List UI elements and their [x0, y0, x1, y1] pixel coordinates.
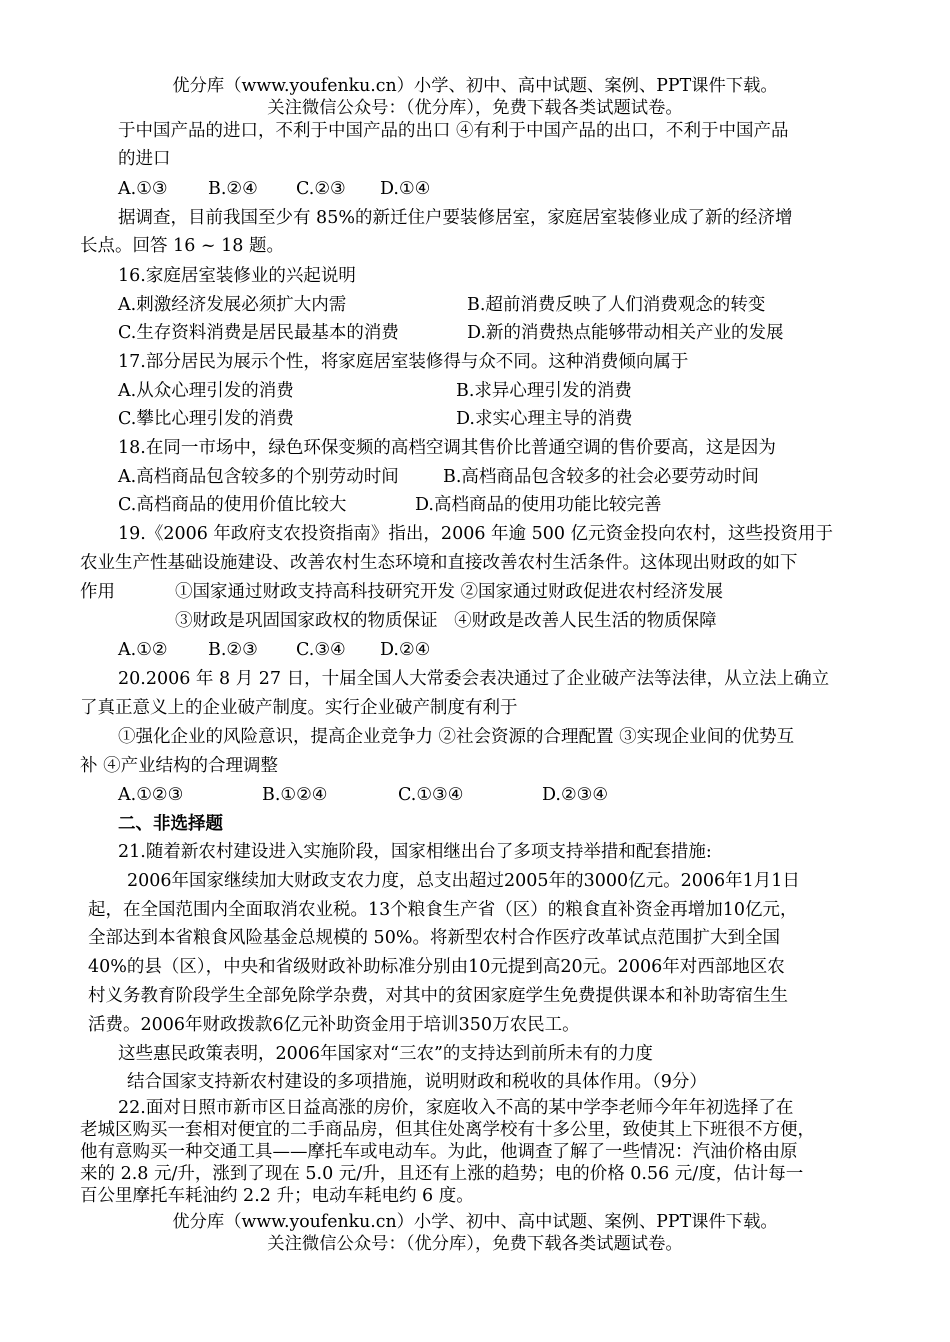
- q21-material-line-5: 村义务教育阶段学生全部免除学杂费，对其中的贫困家庭学生免费提供课本和补助寄宿生生: [88, 986, 788, 1006]
- q18-option-c: C.高档商品的使用价值比较大: [118, 495, 347, 515]
- q20-line-1: 20.2006 年 8 月 27 日，十届全国人大常委会表决通过了企业破产法等法律，从立法上确立: [118, 669, 830, 689]
- footer-line-2: 关注微信公众号：（优分库），免费下载各类试题试卷。: [267, 1234, 683, 1254]
- q20-option-b: B.①②④: [262, 785, 328, 805]
- q16-option-c: C.生存资料消费是居民最基本的消费: [118, 323, 399, 343]
- q21-material-line-1: 2006年国家继续加大财政支农力度，总支出超过2005年的3000亿元。2006年1月1日: [127, 871, 800, 891]
- q21-material-line-3: 全部达到本省粮食风险基金总规模的 50%。将新型农村合作医疗改革试点范围扩大到全国: [88, 928, 780, 948]
- q16-option-a: A.刺激经济发展必须扩大内需: [118, 295, 347, 315]
- material-16-18-line-2: 长点。回答 16 ~ 18 题。: [80, 236, 284, 256]
- q19-line-3-items: ①国家通过财政支持高科技研究开发 ②国家通过财政促进农村经济发展: [175, 582, 724, 602]
- q19-option-c: C.③④: [296, 640, 346, 660]
- q15-option-a: A.①③: [118, 179, 168, 199]
- q22-line-2: 老城区购买一套相对便宜的二手商品房，但其住处离学校有十多公里，致使其上下班很不方便，: [80, 1120, 815, 1140]
- q21-conclusion: 这些惠民政策表明，2006年国家对“三农”的支持达到前所未有的力度: [118, 1044, 653, 1064]
- header-line-1: 优分库（www.youfenku.cn）小学、初中、高中试题、案例、PPT课件下载。: [172, 76, 778, 96]
- q21-material-line-2: 起，在全国范围内全面取消农业税。13个粮食生产省（区）的粮食直补资金再增加10亿元，: [88, 900, 798, 920]
- q20-option-d: D.②③④: [542, 785, 609, 805]
- q19-option-d: D.②④: [380, 640, 431, 660]
- q19-line-4-items: ③财政是巩固国家政权的物质保证 ④财政是改善人民生活的物质保障: [175, 611, 717, 631]
- q19-line-3-label: 作用: [80, 582, 115, 602]
- q16-option-b: B.超前消费反映了人们消费观念的转变: [467, 295, 766, 315]
- q15-continuation-1: 于中国产品的进口，不利于中国产品的出口 ④有利于中国产品的出口，不利于中国产品: [118, 121, 789, 141]
- q15-option-b: B.②④: [208, 179, 258, 199]
- q19-option-a: A.①②: [118, 640, 168, 660]
- q20-option-a: A.①②③: [118, 785, 184, 805]
- q15-option-c: C.②③: [296, 179, 346, 199]
- q20-line-3: ①强化企业的风险意识，提高企业竞争力 ②社会资源的合理配置 ③实现企业间的优势互: [118, 727, 795, 747]
- footer-line-1: 优分库（www.youfenku.cn）小学、初中、高中试题、案例、PPT课件下载。: [172, 1212, 778, 1232]
- q19-option-b: B.②③: [208, 640, 258, 660]
- q20-option-c: C.①③④: [398, 785, 464, 805]
- q17-option-b: B.求异心理引发的消费: [456, 381, 632, 401]
- q19-line-2: 农业生产性基础设施建设、改善农村生态环境和直接改善农村生活条件。这体现出财政的如下: [80, 553, 798, 573]
- q21-intro: 21.随着新农村建设进入实施阶段，国家相继出台了多项支持举措和配套措施:: [118, 842, 712, 862]
- q15-continuation-2: 的进口: [118, 149, 171, 169]
- q22-line-4: 来的 2.8 元/升，涨到了现在 5.0 元/升，且还有上涨的趋势；电的价格 0.56 元/度，估计每一: [80, 1164, 804, 1184]
- q22-line-3: 他有意购买一种交通工具——摩托车或电动车。为此，他调查了解了一些情况：汽油价格由原: [80, 1142, 798, 1162]
- q20-line-2: 了真正意义上的企业破产制度。实行企业破产制度有利于: [80, 698, 518, 718]
- q20-line-4: 补 ④产业结构的合理调整: [80, 756, 279, 776]
- q17-option-a: A.从众心理引发的消费: [118, 381, 294, 401]
- q19-line-1: 19.《2006 年政府支农投资指南》指出，2006 年逾 500 亿元资金投向农村，这些投资用于: [118, 524, 834, 544]
- q18-option-d: D.高档商品的使用功能比较完善: [415, 495, 662, 515]
- q22-line-5: 百公里摩托车耗油约 2.2 升；电动车耗电约 6 度。: [80, 1186, 474, 1206]
- q21-task: 结合国家支持新农村建设的多项措施，说明财政和税收的具体作用。（9分）: [127, 1072, 707, 1092]
- section-2-title: 二、非选择题: [118, 814, 223, 834]
- q22-line-1: 22.面对日照市新市区日益高涨的房价，家庭收入不高的某中学李老师今年年初选择了在: [118, 1098, 794, 1118]
- header-line-2: 关注微信公众号：（优分库），免费下载各类试题试卷。: [267, 98, 683, 118]
- q16-option-d: D.新的消费热点能够带动相关产业的发展: [467, 323, 784, 343]
- q18-option-a: A.高档商品包含较多的个别劳动时间: [118, 467, 399, 487]
- q17-option-c: C.攀比心理引发的消费: [118, 409, 294, 429]
- q15-option-d: D.①④: [380, 179, 431, 199]
- q17-stem: 17.部分居民为展示个性，将家庭居室装修得与众不同。这种消费倾向属于: [118, 352, 689, 372]
- q16-stem: 16.家庭居室装修业的兴起说明: [118, 266, 356, 286]
- q21-material-line-4: 40%的县（区），中央和省级财政补助标准分别由10元提到高20元。2006年对西部地区农: [88, 957, 785, 977]
- material-16-18-line-1: 据调查，目前我国至少有 85%的新迁住户要装修居室，家庭居室装修业成了新的经济增: [118, 208, 793, 228]
- q18-option-b: B.高档商品包含较多的社会必要劳动时间: [443, 467, 759, 487]
- q18-stem: 18.在同一市场中，绿色环保变频的高档空调其售价比普通空调的售价要高，这是因为: [118, 438, 776, 458]
- q17-option-d: D.求实心理主导的消费: [456, 409, 633, 429]
- q21-material-line-6: 活费。2006年财政拨款6亿元补助资金用于培训350万农民工。: [88, 1015, 580, 1035]
